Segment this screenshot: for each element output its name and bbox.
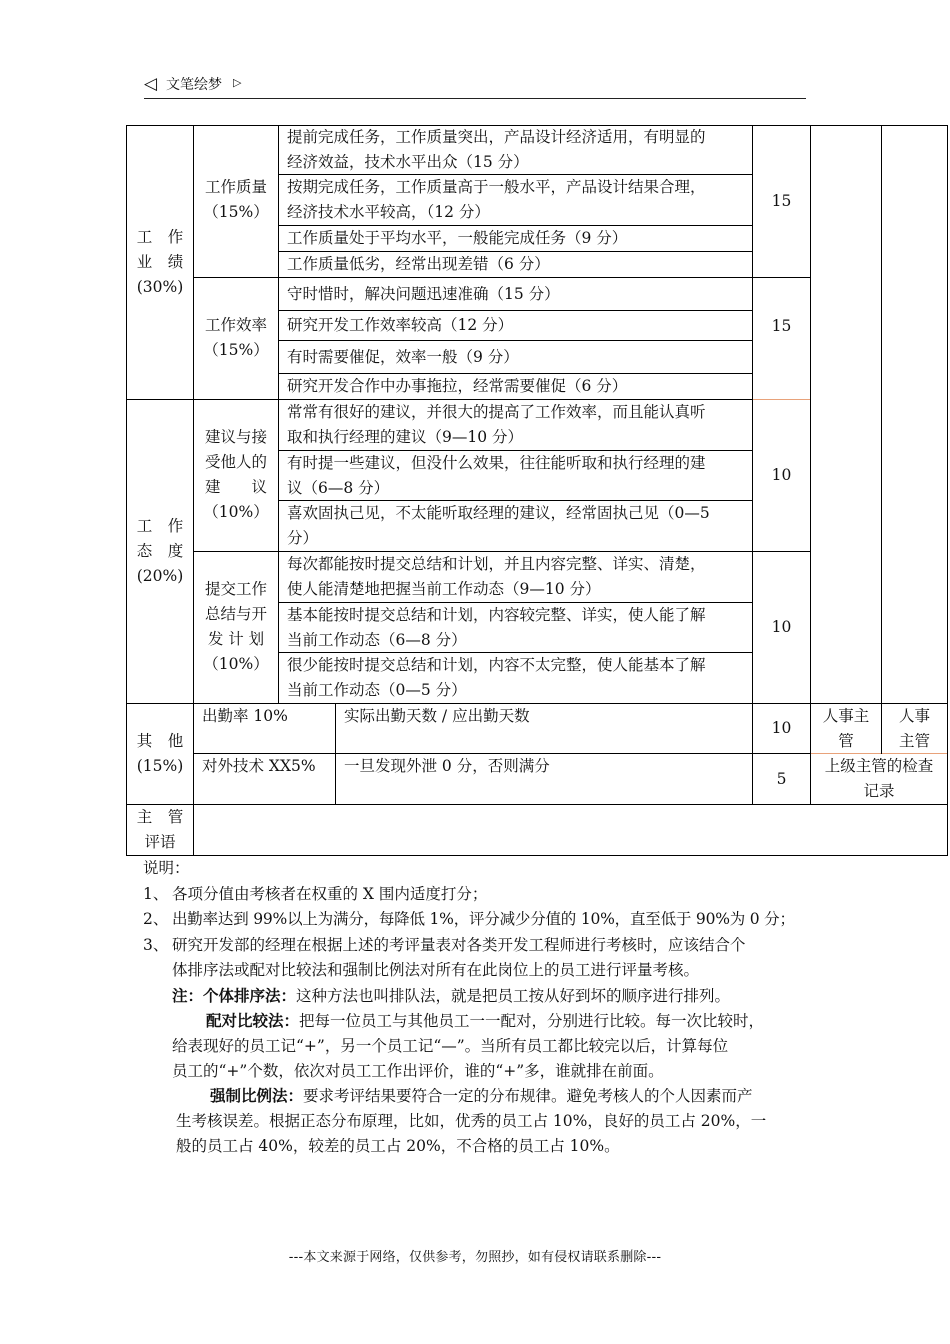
score-cell: 10: [771, 466, 792, 484]
criteria-item: 每次都能按时提交总结和计划，并且内容完整、详实、清楚， 使人能清楚地把握当前工作动态（9—10 分）: [287, 555, 706, 598]
criteria-item: 喜欢固执己见，不太能听取经理的建议，经常固执己见（0—5 分）: [287, 504, 710, 547]
criteria-item: 研究开发工作效率较高（12 分）: [287, 316, 514, 334]
col-line: [881, 125, 882, 754]
note-text: 出勤率达到 99%以上为满分，每降低 1%，评分减少分值的 10%，直至低于 90%为 0 分；: [172, 910, 795, 928]
criteria-item: 有时提一些建议，但没什么效果，往往能听取和执行经理的建 议（6—8 分）: [287, 454, 706, 497]
criteria-item: 常常有很好的建议，并很大的提高了工作效率，而且能认真听 取和执行经理的建议（9—10 分）: [287, 403, 706, 446]
attendance-desc: 实际出勤天数 / 应出勤天数: [344, 707, 530, 725]
section-attitude: 工 作 态 度 (20%): [136, 517, 184, 585]
method-pairing-cont: 员工的“+”个数，依次对员工工作出评价，谁的“+”多，谁就排在前面。: [172, 1062, 664, 1080]
hr-manager-cell: 人事主 管: [822, 707, 870, 750]
page-header: [144, 72, 806, 99]
criteria-item: 工作质量低劣，经常出现差错（6 分）: [287, 255, 550, 273]
score-cell: 15: [771, 316, 792, 335]
table-border-right: [947, 125, 948, 856]
score-cell: 5: [776, 769, 787, 788]
supervisor-record-cell: 上级主管的检查 记录: [824, 757, 934, 800]
method-ranking: 注：个体排序法：这种方法也叫排队法，就是把员工按从好到坏的顺序进行排列。: [172, 986, 731, 1005]
triangle-right-icon: ▷: [233, 76, 242, 89]
score-cell: 15: [771, 192, 792, 210]
method-pairing-cont: 给表现好的员工记“+”，另一个员工记“—”。当所有员工都比较完以后，计算每位: [172, 1037, 729, 1055]
tech-secrecy-label: 对外技术 XX5%: [202, 757, 316, 775]
notes-heading: 说明：: [143, 859, 190, 877]
method-forced-ratio-cont: 生考核误差。根据正态分布原理，比如，优秀的员工占 10%，良好的员工占 20%，一: [176, 1112, 767, 1130]
criteria-item: 很少能按时提交总结和计划，内容不太完整，使人能基本了解 当前工作动态（0—5 分）: [287, 656, 706, 699]
criteria-item: 基本能按时提交总结和计划，内容较完整、详实，使人能了解 当前工作动态（6—8 分）: [287, 606, 706, 649]
criteria-item: 工作质量处于平均水平，一般能完成任务（9 分）: [287, 229, 628, 247]
manager-comment-label: 主 管 评语: [136, 808, 184, 851]
hr-manager-cell: 人事 主管: [898, 707, 930, 750]
col-line: [810, 125, 811, 804]
criteria-item: 研究开发合作中办事拖拉，经常需要催促（6 分）: [287, 377, 628, 395]
method-forced-ratio-cont: 般的员工占 40%，较差的员工占 20%，不合格的员工占 10%。: [176, 1137, 620, 1155]
method-pairing: 配对比较法：把每一位员工与其他员工一一配对，分别进行比较。每一次比较时，: [206, 1011, 765, 1030]
section-performance: 工 作 业 绩 (30%): [136, 228, 184, 296]
note-number: 3、: [143, 936, 169, 954]
category-quality: 工作质量 （15%）: [203, 178, 269, 221]
note-text: 体排序法或配对比较法和强制比例法对所有在此岗位上的员工进行评量考核。: [172, 961, 700, 979]
method-forced-ratio: 强制比例法：要求考评结果要符合一定的分布规律。避免考核人的个人因素而产: [210, 1086, 753, 1105]
score-cell: 10: [771, 719, 792, 737]
footer-disclaimer: ---本文来源于网络，仅供参考，勿照抄，如有侵权请联系删除---: [288, 1250, 662, 1265]
category-summary-plan: 提交工作 总结与开 发 计 划 （10%）: [203, 580, 269, 673]
criteria-item: 守时惜时，解决问题迅速准确（15 分）: [287, 284, 560, 303]
category-efficiency: 工作效率 （15%）: [203, 316, 269, 359]
attendance-label: 出勤率 10%: [202, 707, 288, 725]
tech-secrecy-desc: 一旦发现外泄 0 分，否则满分: [344, 757, 550, 775]
section-other: 其 他 (15%): [136, 732, 184, 775]
note-text: 研究开发部的经理在根据上述的考评量表对各类开发工程师进行考核时，应该结合个: [172, 936, 746, 954]
header-title: 文笔绘梦: [166, 77, 222, 93]
criteria-item: 有时需要催促，效率一般（9 分）: [287, 347, 519, 366]
table-border-bottom: [126, 855, 948, 856]
score-cell: 10: [771, 618, 792, 636]
criteria-item: 按期完成任务，工作质量高于一般水平，产品设计结果合理， 经济技术水平较高，（12 分）: [287, 178, 706, 221]
triangle-left-icon: ◁: [144, 74, 158, 94]
criteria-item: 提前完成任务，工作质量突出，产品设计经济适用，有明显的 经济效益，技术水平出众（15 分）: [287, 128, 706, 171]
note-number: 1、: [143, 885, 169, 903]
note-number: 2、: [143, 910, 169, 928]
category-suggestions: 建议与接 受他人的 建 议 （10%）: [203, 428, 269, 521]
note-text: 各项分值由考核者在权重的 X 围内适度打分；: [172, 885, 488, 903]
manager-comment-field[interactable]: [194, 805, 947, 855]
